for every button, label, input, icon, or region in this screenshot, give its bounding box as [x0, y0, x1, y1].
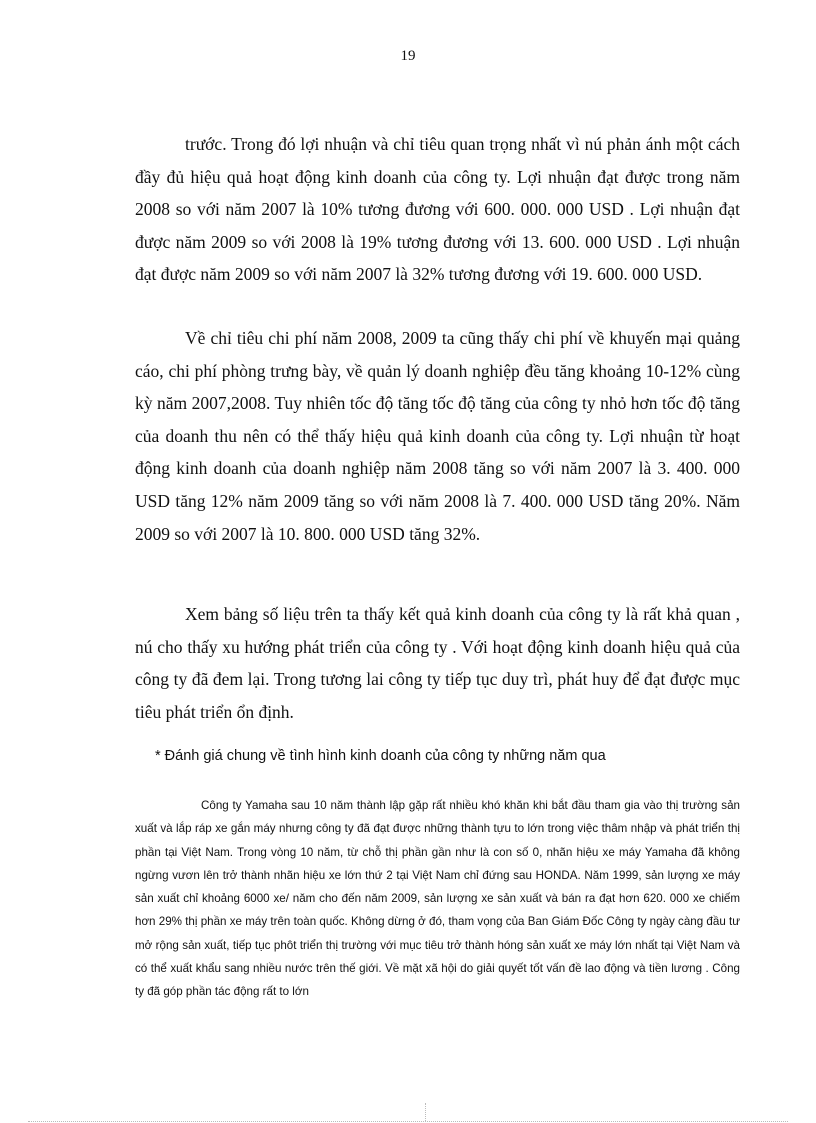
footer-divider — [425, 1103, 426, 1121]
footer-rule — [28, 1121, 788, 1122]
paragraph-text: Về chỉ tiêu chi phí năm 2008, 2009 ta cũng thấy chi phí về khuyến mại quảng cáo, chi phí phòng trưng bày, về quản lý doanh nghiệp đều tăng khoảng 10-12% cùng kỳ năm 2007,2008. Tuy nhiên tốc độ tăng tốc độ tăng của công ty nhỏ hơn tốc độ tăng của doanh thu nên có thể thấy hiệu quả kinh doanh của công ty. Lợi nhuận từ hoạt động kinh doanh của doanh nghiệp năm 2008 tăng so với năm 2007 là 3. 400. 000 USD tăng 12% năm 2009 tăng so với năm 2008 là 7. 400. 000 USD tăng 20%. Năm 2009 so với 2007 là 10. 800. 000 USD tăng 32%. — [135, 328, 740, 544]
paragraph-profit — [135, 128, 740, 291]
evaluation-heading: * Đánh giá chung về tình hình kinh doanh của công ty những năm qua — [155, 748, 606, 764]
evaluation-paragraph: Công ty Yamaha sau 10 năm thành lập gặp rất nhiều khó khăn khi bắt đầu tham gia vào thị trường sản xuất và lắp ráp xe gắn máy nhưng công ty đã đạt được những thành tựu to lớn trong việc thâm nhập và phát triển thị phần tại Việt Nam. Trong vòng 10 năm, từ chỗ thị phần gần như là con số 0, nhãn hiệu xe máy Yamaha đã không ngừng vươn lên trở thành nhãn hiệu xe lớn thứ 2 tại Việt Nam chỉ đứng sau HONDA. Năm 1999, sản lượng xe máy sản xuất chỉ khoảng 6000 xe/ năm cho đến năm 2009, sản lượng xe sản xuất và bán ra đạt hơn 620. 000 xe chiếm hơn 29% thị phần xe máy trên toàn quốc. Không dừng ở đó, tham vọng của Ban Giám Đốc Công ty ngày càng đầu tư mở rộng sản xuất, tiếp tục phôt triển thị trường với mục tiêu trở thành hóng sản xuất xe máy lớn nhất tại Việt Nam và có thể xuất khẩu sang nhiều nước trên thế giới. Về mặt xã hội do giải quyết tốt vấn đề lao động và tiền lương . Công ty đã góp phần tác động rất to lớn — [135, 799, 740, 999]
paragraph-text: Xem bảng số liệu trên ta thấy kết quả kinh doanh của công ty là rất khả quan , nú cho thấy xu hướng phát triển của công ty . Với hoạt động kinh doanh hiệu quả của công ty đã đem lại. Trong tương lai công ty tiếp tục duy trì, phát huy để đạt được mục tiêu phát triển ổn định. — [135, 604, 740, 722]
page-number: 19 — [400, 48, 416, 64]
paragraph-conclusion — [135, 598, 740, 728]
paragraph-text: trước. Trong đó lợi nhuận và chỉ tiêu quan trọng nhất vì nú phản ánh một cách đầy đủ hiệu quả hoạt động kinh doanh của công ty. Lợi nhuận đạt được trong năm 2008 so với năm 2007 là 10% tương đương với 600. 000. 000 USD . Lợi nhuận đạt được năm 2009 so với 2008 là 19% tương đương với 13. 600. 000 USD . Lợi nhuận đạt được năm 2009 so với năm 2007 là 32% tương đương với 19. 600. 000 USD. — [135, 134, 740, 285]
paragraph-costs — [135, 322, 740, 550]
